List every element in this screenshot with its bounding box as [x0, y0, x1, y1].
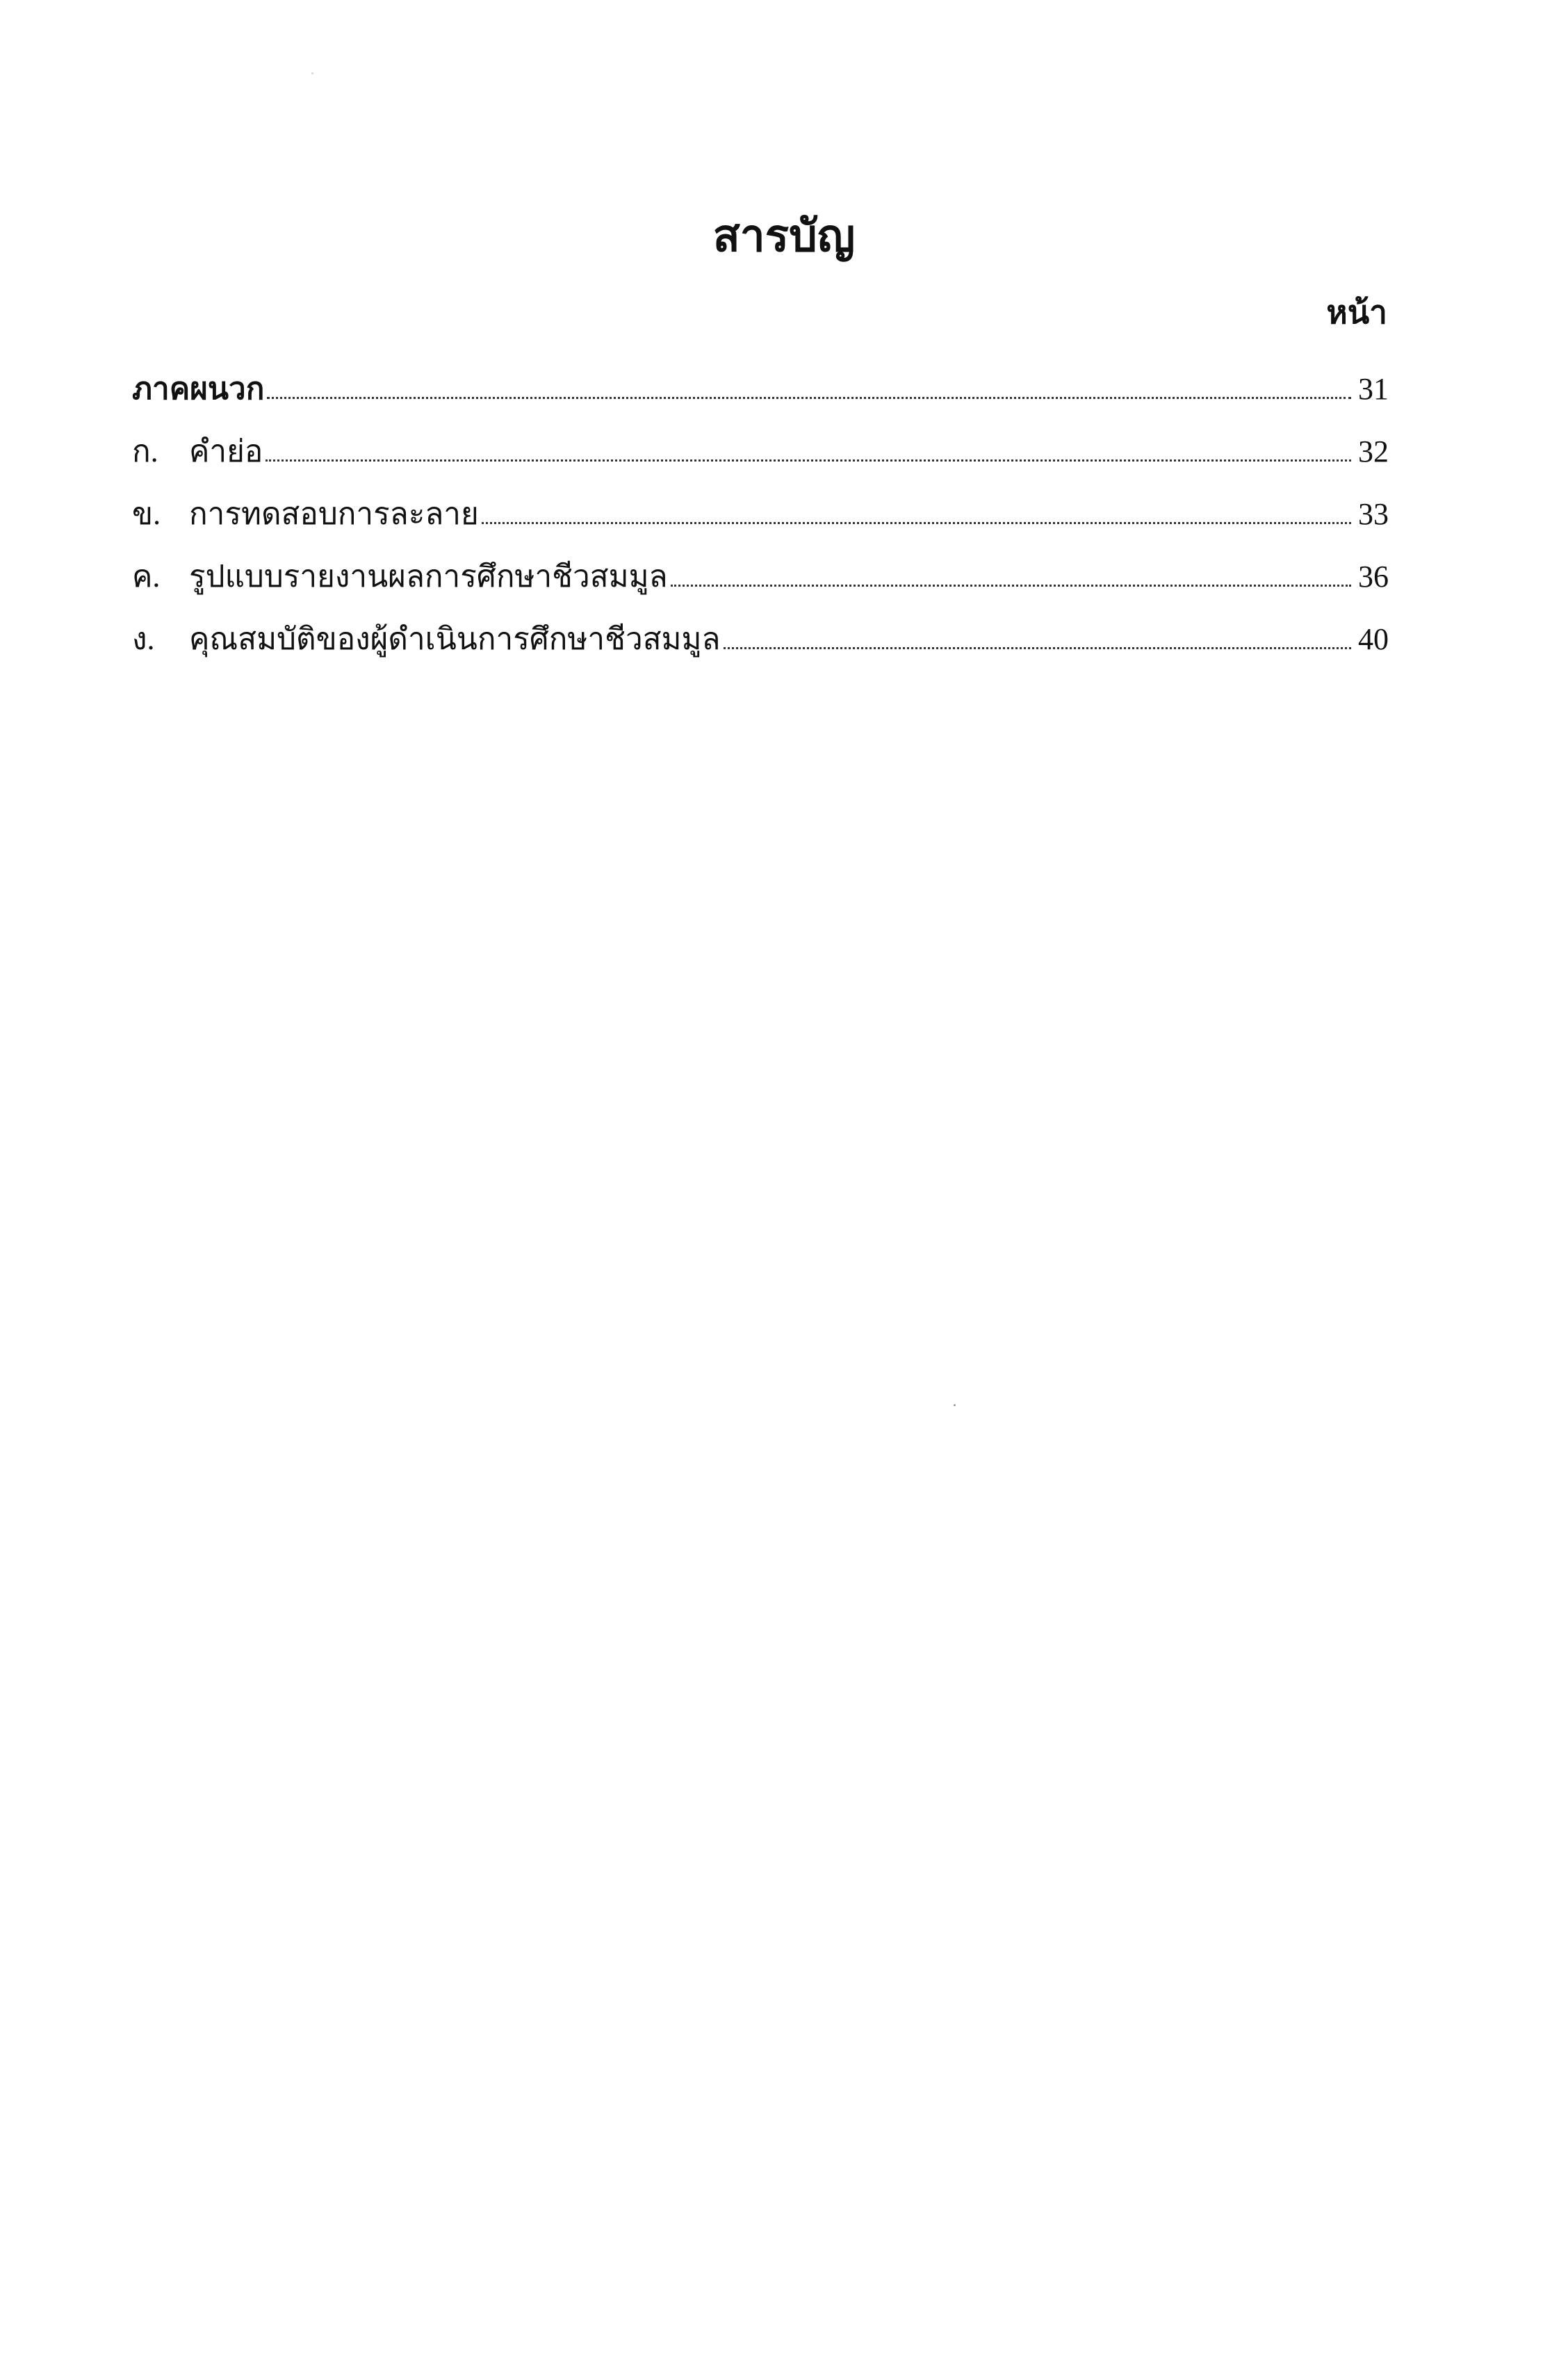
dot-leader — [266, 459, 1351, 462]
toc-entry-label — [132, 368, 264, 410]
toc-entry-label — [132, 556, 668, 598]
toc-entry-page: 36 — [1358, 560, 1389, 594]
toc-entry-text: การทดสอบการละลาย — [189, 497, 479, 531]
toc-title: สารบัญ — [712, 211, 856, 261]
scan-speck — [954, 1404, 956, 1406]
toc-entry-report-format — [132, 556, 1389, 619]
toc-entry-label — [132, 494, 479, 535]
toc-entry-abbreviations — [132, 431, 1389, 494]
toc-entry-text: คุณสมบัติของผู้ดำเนินการศึกษาชีวสมมูล — [189, 622, 721, 656]
toc-entry-letter: ข. — [132, 497, 161, 531]
toc-entry-label — [132, 619, 721, 660]
toc-entry-page: 32 — [1358, 434, 1389, 468]
toc-entry-text: รูปแบบรายงานผลการศึกษาชีวสมมูล — [189, 560, 668, 594]
toc-entry-letter: ค. — [132, 560, 161, 594]
dot-leader — [724, 646, 1351, 649]
scan-speck — [311, 72, 313, 74]
toc-entry-text: ภาคผนวก — [132, 372, 265, 406]
toc-entry-investigator-qualifications — [132, 619, 1389, 681]
dot-leader — [267, 396, 1351, 399]
toc-entry-page: 40 — [1358, 622, 1389, 656]
toc-entry-page: 31 — [1358, 372, 1389, 406]
toc-list — [132, 368, 1389, 681]
toc-entry-letter: ก. — [132, 434, 158, 468]
toc-entry-letter: ง. — [132, 622, 155, 656]
toc-entry-label — [132, 431, 263, 473]
page-column-heading: หน้า — [1326, 295, 1387, 330]
toc-entry-dissolution-test — [132, 494, 1389, 556]
dot-leader — [671, 584, 1351, 587]
toc-entry-appendix — [132, 368, 1389, 431]
toc-entry-text: คำย่อ — [189, 434, 263, 468]
toc-entry-page: 33 — [1358, 497, 1389, 531]
dot-leader — [482, 521, 1351, 524]
